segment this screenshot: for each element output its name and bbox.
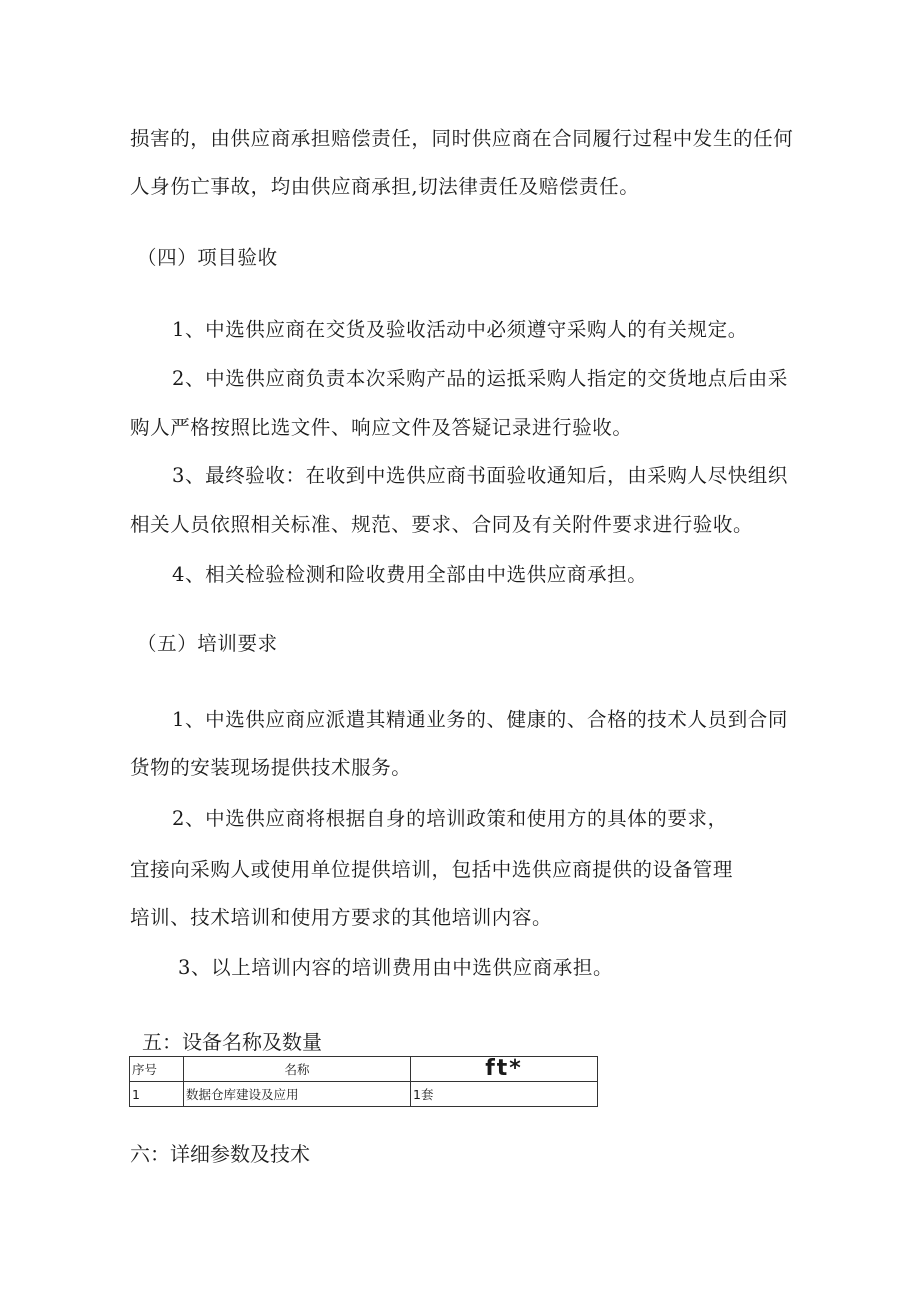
equipment-heading: 五：设备名称及数量 [142, 1030, 322, 1054]
paragraph-line: 3、以上培训内容的培训费用由中选供应商承担。 [178, 956, 614, 979]
column-header-number: 序号 [130, 1057, 184, 1082]
paragraph-line: 1、中选供应商应派遣其精通业务的、健康的、合格的技术人员到合同 [172, 708, 789, 731]
paragraph-line: 培训、技术培训和使用方要求的其他培训内容。 [130, 906, 553, 929]
paragraph-line: 购人严格按照比选文件、响应文件及答疑记录进行验收。 [130, 416, 633, 439]
paragraph-line: 2、中选供应商将根据自身的培训政策和使用方的具体的要求， [172, 807, 728, 830]
table-header-row [130, 1057, 598, 1082]
paragraph-line: 4、相关检验检测和险收费用全部由中选供应商承担。 [172, 563, 648, 586]
section-heading-acceptance: （四）项目验收 [137, 246, 278, 269]
cell-quantity: 1套 [411, 1082, 598, 1107]
paragraph-line: 3、最终验收：在收到中选供应商书面验收通知后，由采购人尽快组织 [172, 464, 789, 487]
cell-name: 数据仓库建设及应用 [184, 1082, 411, 1107]
paragraph-line: 人身伤亡事故，均由供应商承担,切法律责任及赔偿责任。 [130, 175, 640, 198]
paragraph-line: 相关人员依照相关标准、规范、要求、合同及有关附件要求进行验收。 [130, 513, 754, 536]
equipment-table [129, 1056, 598, 1107]
paragraph-line: 货物的安装现场提供技术服务。 [130, 756, 412, 779]
details-heading: 六：详细参数及技术 [130, 1142, 310, 1166]
cell-number: 1 [130, 1082, 184, 1107]
column-header-name: 名称 [184, 1057, 411, 1082]
paragraph-line: 损害的，由供应商承担赔偿责任，同时供应商在合同履行过程中发生的任何 [130, 127, 794, 150]
section-heading-training: （五）培训要求 [137, 632, 278, 655]
paragraph-line: 1、中选供应商在交货及验收活动中必须遵守采购人的有关规定。 [172, 318, 748, 341]
paragraph-line: 2、中选供应商负责本次采购产品的运抵采购人指定的交货地点后由采 [172, 367, 789, 390]
table-row [130, 1082, 598, 1107]
column-header-quantity: ft* [411, 1057, 598, 1082]
paragraph-line: 宜接向采购人或使用单位提供培训，包括中选供应商提供的设备管理 [130, 858, 734, 881]
